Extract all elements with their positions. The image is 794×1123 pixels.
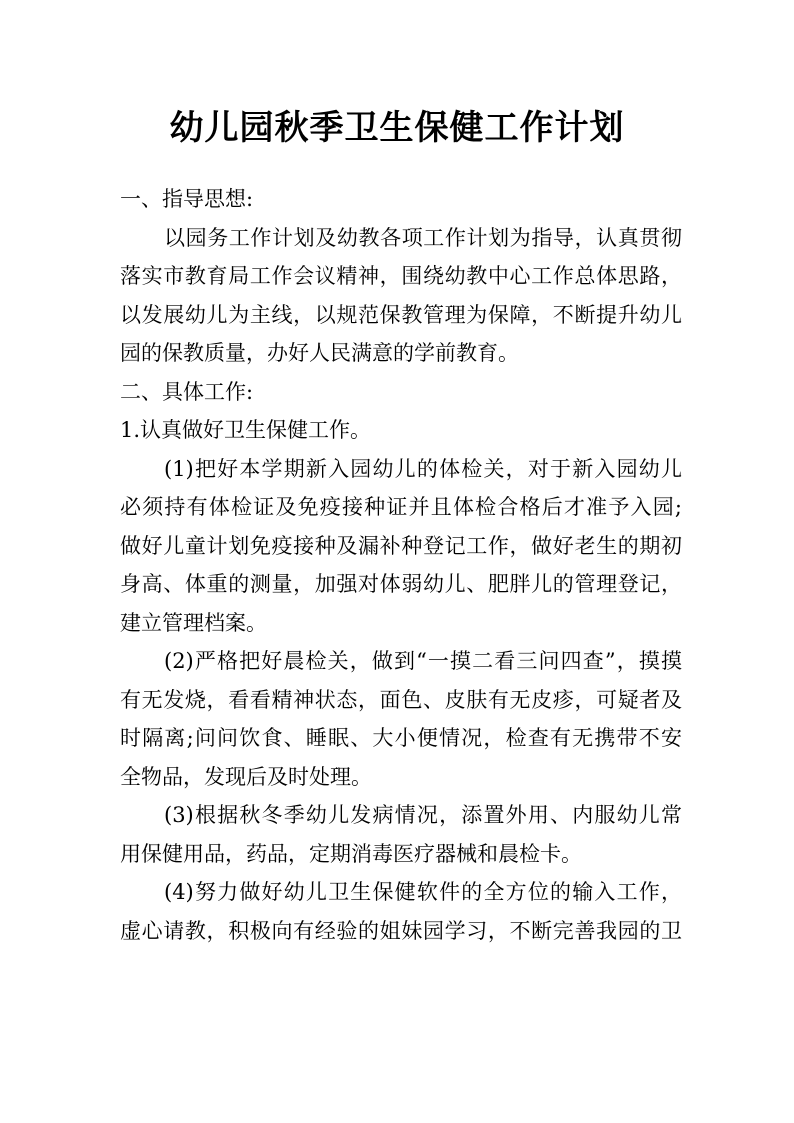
- text-line: 虚心请教，积极向有经验的姐妹园学习，不断完善我园的卫: [120, 918, 682, 943]
- text-line: 全物品，发现后及时处理。: [120, 764, 372, 789]
- text-line: 用保健用品，药品，定期消毒医疗器械和晨检卡。: [120, 841, 582, 866]
- text-line: 建立管理档案。: [120, 610, 267, 635]
- document-body: [120, 180, 682, 950]
- document-title: 幼儿园秋季卫生保健工作计划: [169, 108, 625, 148]
- text-line: 时隔离;问问饮食、睡眠、大小便情况，检查有无携带不安: [120, 726, 682, 750]
- text-line: 做好儿童计划免疫接种及漏补种登记工作，做好老生的期初: [120, 533, 682, 558]
- text-line: (3)根据秋冬季幼儿发病情况，添置外用、内服幼儿常: [164, 803, 682, 827]
- text-line: (4)努力做好幼儿卫生保健软件的全方位的输入工作，: [164, 880, 682, 904]
- text-line: (2)严格把好晨检关，做到“一摸二看三问四查”，摸摸: [164, 649, 682, 673]
- text-line: 以园务工作计划及幼教各项工作计划为指导，认真贯彻: [164, 225, 682, 250]
- text-line: 有无发烧，看看精神状态，面色、皮肤有无皮疹，可疑者及: [120, 687, 682, 712]
- text-line: 园的保教质量，办好人民满意的学前教育。: [120, 341, 519, 365]
- text-line: 一、指导思想:: [120, 187, 254, 211]
- text-line: (1)把好本学期新入园幼儿的体检关，对于新入园幼儿: [164, 456, 682, 481]
- text-line: 1.认真做好卫生保健工作。: [120, 418, 372, 442]
- text-line: 身高、体重的测量，加强对体弱幼儿、肥胖儿的管理登记，: [120, 572, 682, 596]
- text-line: 二、具体工作:: [120, 379, 254, 404]
- text-line: 必须持有体检证及免疫接种证并且体检合格后才准予入园;: [120, 495, 682, 519]
- text-line: 落实市教育局工作会议精神，围绕幼教中心工作总体思路，: [120, 264, 682, 288]
- text-line: 以发展幼儿为主线，以规范保教管理为保障，不断提升幼儿: [120, 302, 682, 327]
